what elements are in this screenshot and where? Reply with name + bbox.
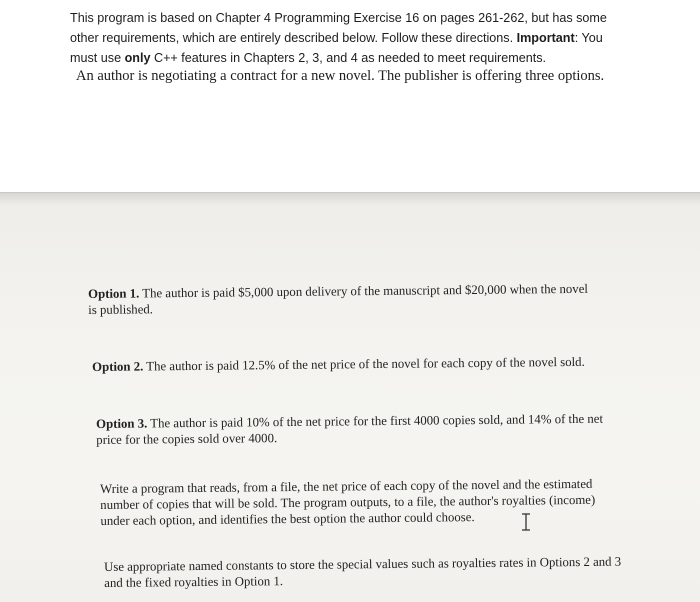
option-2-paragraph — [92, 353, 622, 375]
top-document-section — [0, 0, 700, 193]
requirements-text-pre: This program is based on Chapter 4 Programming Exercise 16 on pages 261-262, but has some other requirements, which are entirely described below. Follow these directions. — [70, 11, 607, 45]
requirements-paragraph — [70, 8, 630, 68]
author-intro-sentence: An author is negotiating a contract for a new novel. The publisher is offering three options. — [76, 68, 605, 84]
photographed-page — [0, 193, 700, 602]
option-1-label: Option 1. — [88, 286, 140, 301]
option-3-paragraph — [96, 411, 616, 448]
page-edge-shadow — [0, 193, 700, 205]
option-2-label: Option 2. — [92, 359, 144, 374]
named-constants-paragraph: Use appropriate named constants to store the special values such as royalties rates in Options 2 and 3 and the fixed royalties in Option 1. — [104, 554, 622, 590]
text-cursor-icon — [520, 513, 532, 531]
option-1-paragraph — [88, 281, 598, 318]
important-label: Important — [516, 31, 575, 45]
only-word: only — [124, 51, 151, 65]
requirements-text-post: C++ features in Chapters 2, 3, and 4 as needed to meet requirements. — [150, 51, 547, 65]
option-1-text: The author is paid $5,000 upon delivery of the manuscript and $20,000 when the novel is published. — [88, 281, 588, 317]
option-2-text: The author is paid 12.5% of the net price of the novel for each copy of the novel sold. — [143, 354, 585, 374]
option-3-text: The author is paid 10% of the net price for the first 4000 copies sold, and 14% of the net price for the copies sold over 4000. — [96, 411, 604, 447]
write-program-paragraph: Write a program that reads, from a file, the net price of each copy of the novel and the estimated number of copies that will be sold. The program outputs, to a file, the author's royalties (income) under each option, and identifies the best option the author could choose. — [100, 476, 596, 528]
requirements-text-mid: : You must use — [70, 31, 603, 65]
option-3-label: Option 3. — [96, 416, 148, 431]
